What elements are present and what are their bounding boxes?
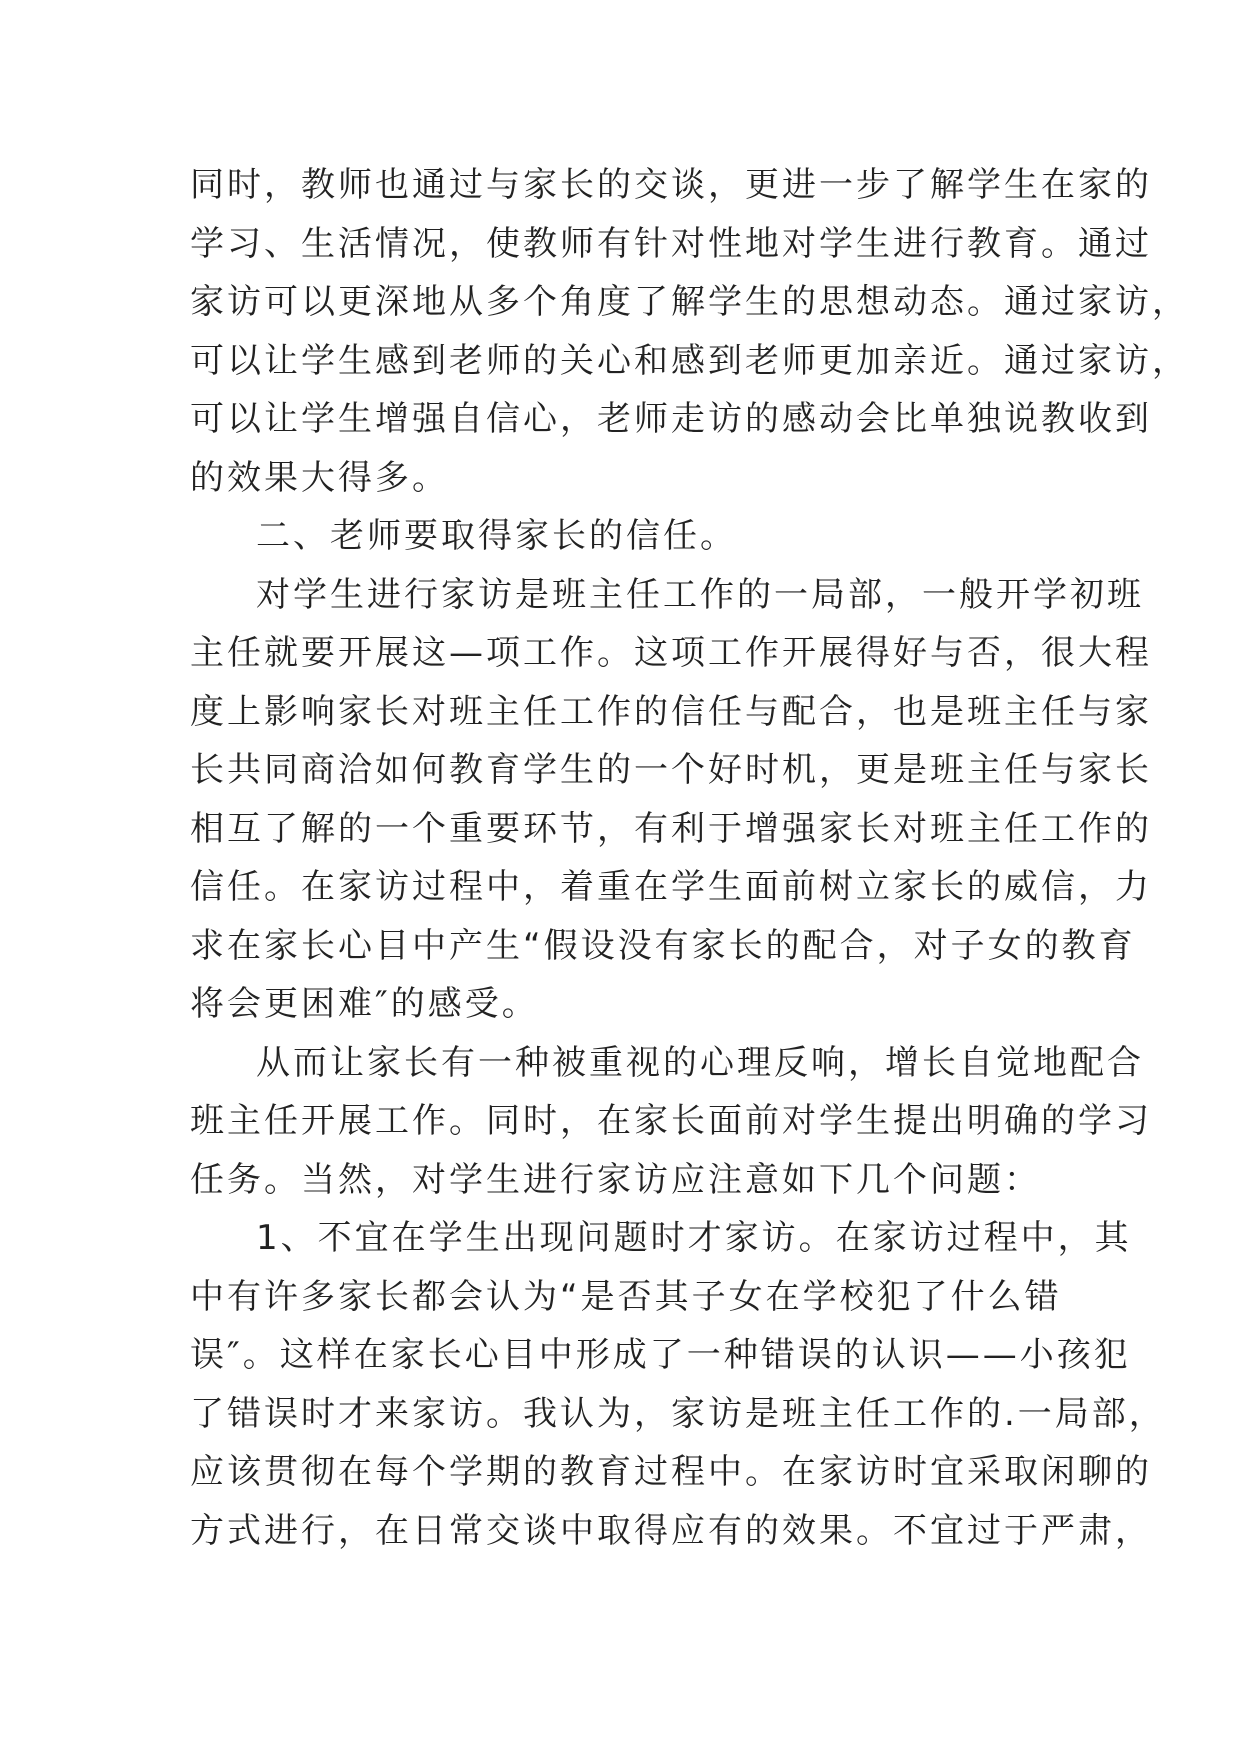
text-line-3: 家访可以更深地从多个角度了解学生的思想动态。通过家访， xyxy=(190,282,1189,322)
document-body xyxy=(190,156,1189,1560)
text-line-16: 从而让家长有一种被重视的心理反响，增长自觉地配合 xyxy=(256,1042,1144,1083)
text-line-18: 任务。当然，对学生进行家访应注意如下几个问题： xyxy=(190,1159,1041,1200)
text-line-13: 信任。在家访过程中，着重在学生面前树立家长的威信，力 xyxy=(190,867,1152,907)
text-line-6: 的效果大得多。 xyxy=(190,457,449,498)
text-line-20: 中有许多家长都会认为“是否其子女在学校犯了什么错 xyxy=(190,1276,1062,1317)
text-line-12: 相互了解的一个重要环节，有利于增强家长对班主任工作的 xyxy=(190,808,1152,849)
text-line-21: 误″。这样在家长心目中形成了一种错误的认识——小孩犯 xyxy=(190,1335,1131,1375)
text-line-11: 长共同商洽如何教育学生的一个好时机，更是班主任与家长 xyxy=(190,750,1152,790)
section-heading: 二、老师要取得家长的信任。 xyxy=(256,516,737,556)
text-line-14: 求在家长心目中产生“假设没有家长的配合，对子女的教育 xyxy=(190,925,1136,966)
text-line-24: 方式进行，在日常交谈中取得应有的效果。不宜过于严肃， xyxy=(190,1510,1152,1551)
text-line-1: 同时，教师也通过与家长的交谈，更进一步了解学生在家的 xyxy=(190,165,1152,205)
text-line-8: 对学生进行家访是班主任工作的一局部，一般开学初班 xyxy=(256,574,1144,615)
list-item-1: 1、不宜在学生出现问题时才家访。在家访过程中，其 xyxy=(256,1218,1132,1258)
text-line-22: 了错误时才来家访。我认为，家访是班主任工作的.一局部， xyxy=(190,1393,1166,1434)
text-line-15: 将会更困难″的感受。 xyxy=(190,984,539,1024)
text-line-17: 班主任开展工作。同时，在家长面前对学生提出明确的学习 xyxy=(190,1101,1152,1141)
text-line-5: 可以让学生增强自信心，老师走访的感动会比单独说教收到 xyxy=(190,399,1152,439)
text-line-23: 应该贯彻在每个学期的教育过程中。在家访时宜采取闲聊的 xyxy=(190,1452,1152,1492)
text-line-9: 主任就要开展这—项工作。这项工作开展得好与否，很大程 xyxy=(190,633,1152,673)
text-line-2: 学习、生活情况，使教师有针对性地对学生进行教育。通过 xyxy=(190,223,1152,264)
text-line-10: 度上影响家长对班主任工作的信任与配合，也是班主任与家 xyxy=(190,691,1152,732)
text-line-4: 可以让学生感到老师的关心和感到老师更加亲近。通过家访， xyxy=(190,340,1189,381)
